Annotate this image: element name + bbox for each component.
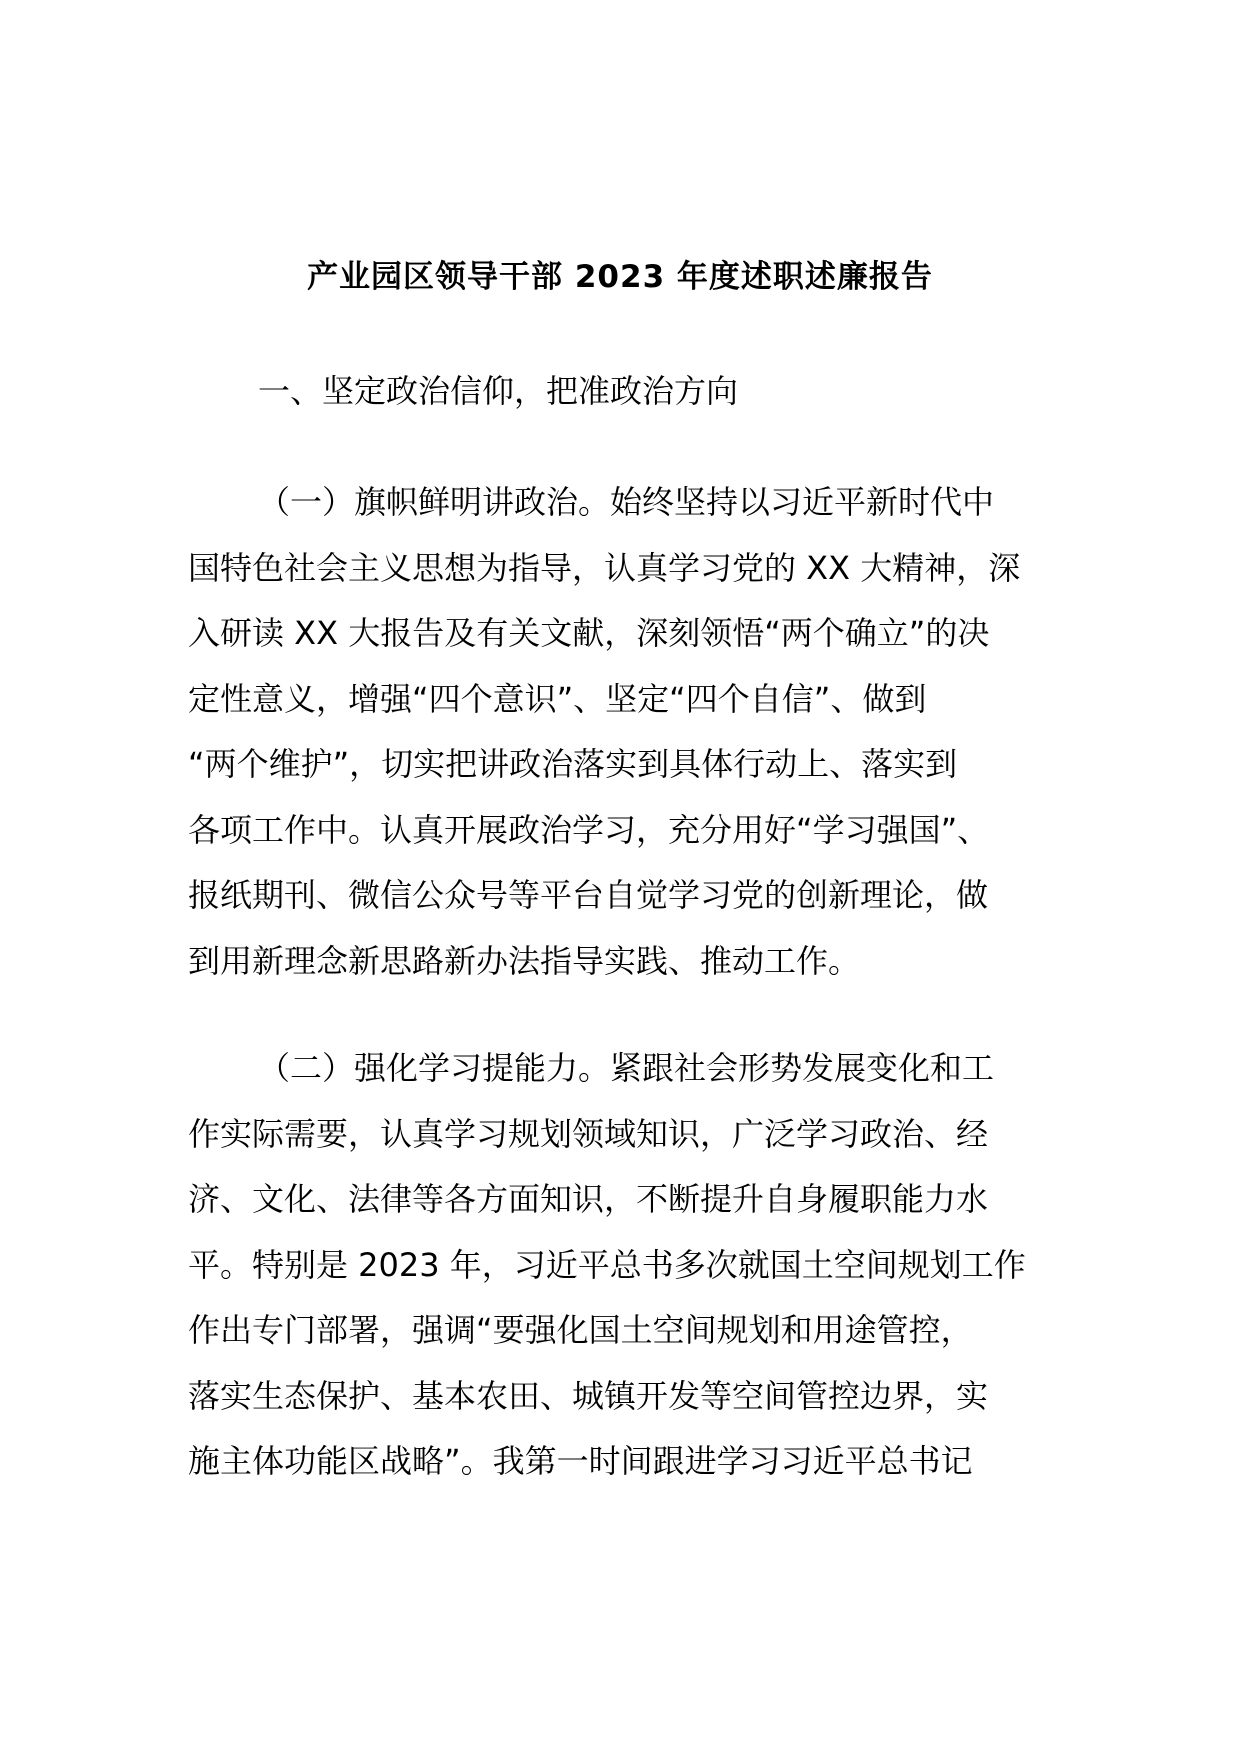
section-heading: 一、坚定政治信仰，把准政治方向	[258, 372, 739, 410]
paragraph-line: （二）强化学习提能力。紧跟社会形势发展变化和工	[258, 1049, 995, 1087]
paragraph-line: 作出专门部署，强调“要强化国土空间规划和用途管控，	[188, 1311, 973, 1349]
paragraph-line: 落实生态保护、基本农田、城镇开发等空间管控边界，实	[188, 1376, 989, 1415]
paragraph-line: 国特色社会主义思想为指导，认真学习党的 XX 大精神，深	[188, 548, 1021, 587]
paragraph-line: 作实际需要，认真学习规划领域知识，广泛学习政治、经	[188, 1114, 989, 1153]
paragraph-line: （一）旗帜鲜明讲政治。始终坚持以习近平新时代中	[258, 483, 995, 521]
paragraph-line: 平。特别是 2023 年，习近平总书多次就国土空间规划工作	[188, 1245, 1026, 1284]
paragraph-line: 各项工作中。认真开展政治学习，充分用好“学习强国”、	[188, 810, 990, 849]
document-title: 产业园区领导干部 2023 年度述职述廉报告	[307, 259, 933, 295]
paragraph-1	[188, 470, 1058, 994]
paragraph-line: “两个维护”，切实把讲政治落实到具体行动上、落实到	[188, 745, 958, 783]
paragraph-line: 施主体功能区战略”。我第一时间跟进学习习近平总书记	[188, 1442, 973, 1480]
paragraph-2	[188, 1036, 1058, 1495]
paragraph-line: 济、文化、法律等各方面知识，不断提升自身履职能力水	[188, 1180, 989, 1218]
paragraph-line: 入研读 XX 大报告及有关文献，深刻领悟“两个确立”的决	[188, 614, 990, 652]
paragraph-line: 到用新理念新思路新办法指导实践、推动工作。	[188, 941, 861, 980]
paragraph-line: 报纸期刊、微信公众号等平台自觉学习党的创新理论，做	[188, 876, 989, 914]
paragraph-line: 定性意义，增强“四个意识”、坚定“四个自信”、做到	[188, 679, 927, 718]
